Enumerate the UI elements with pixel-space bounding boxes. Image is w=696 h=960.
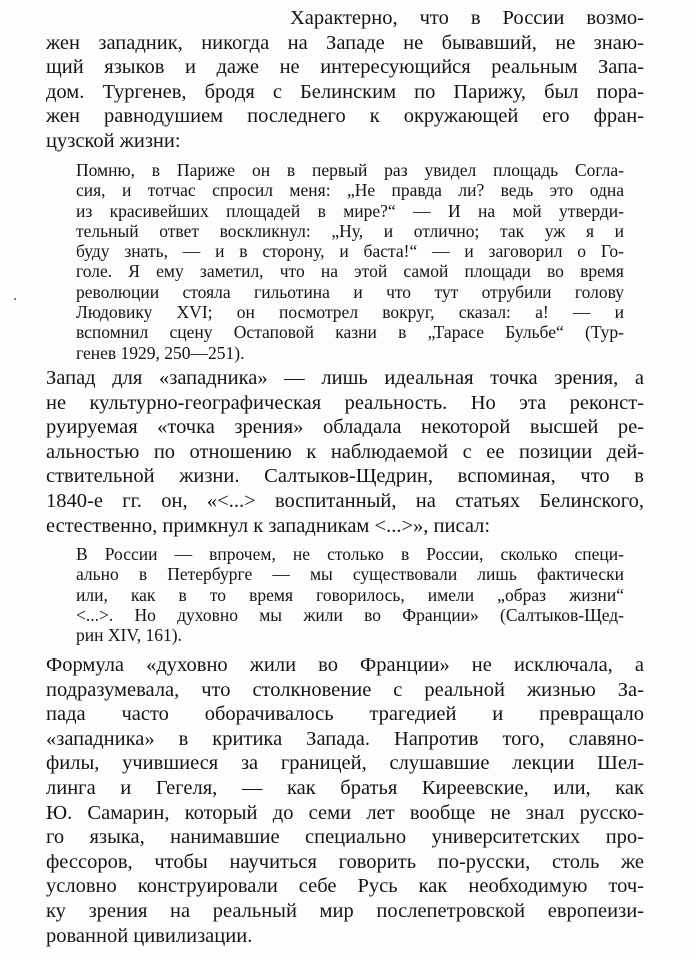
- paragraph-line: ку зрения на реальный мир послепетровской европеизи-: [46, 899, 644, 922]
- quote-line: или, как в то время говорилось, имели „образ жизни“: [76, 584, 624, 605]
- quote-line: Людовику XVI; он посмотрел вокруг, сказал: а! — и: [76, 302, 624, 323]
- quote-line: тельный ответ воскликнул: „Ну, и отлично; так уж я и: [76, 220, 624, 241]
- paragraph-line: филы, учившиеся за границей, слушавшие лекции Шел-: [46, 752, 644, 775]
- paragraph-line: фессоров, чтобы научиться говорить по-русски, столь же: [46, 850, 644, 873]
- paragraph-line: рованной цивилизации.: [46, 924, 253, 947]
- paragraph-line: Формула «духовно жили во Франции» не исключала, а: [46, 654, 644, 676]
- paragraph-line: альностью по отношению к наблюдаемой с ее позиции дей-: [46, 440, 644, 463]
- quote-line: <...>. Но духовно мы жили во Франции» (Салтыков-Щед-: [76, 604, 624, 625]
- block-quote-saltykov: [76, 544, 624, 645]
- paragraph-line: подразумевала, что столкновение с реальной жизнью За-: [46, 678, 644, 701]
- paragraph-line: «западника» в критика Запада. Напротив того, славяно-: [46, 727, 644, 750]
- paragraph-line: не культурно-географическая реальность. Но эта реконст-: [46, 391, 644, 414]
- page-speck: [14, 298, 16, 300]
- paragraph-line: Запад для «западника» — лишь идеальная точка зрения, а: [46, 367, 644, 389]
- paragraph-line: пада часто оборачивалось трагедией и превращало: [46, 703, 644, 726]
- paragraph-line: жен равнодушием последнего к окружающей его фран-: [46, 105, 644, 128]
- paragraph-line: ствительной жизни. Салтыков-Щедрин, вспоминая, что в: [46, 465, 644, 488]
- quote-line: вспомнил сцену Остаповой казни в „Тарасе Бульбе“ (Тур-: [76, 322, 624, 343]
- block-quote-turgenev: [76, 160, 624, 363]
- paragraph-line: условно конструировали себе Русь как необходимую точ-: [46, 875, 644, 898]
- quote-line: голе. Я ему заметил, что на этой самой площади во время: [76, 261, 624, 282]
- paragraph-line: цузской жизни:: [46, 129, 181, 152]
- paragraph-line: жен западник, никогда на Западе не бывавший, не знаю-: [46, 31, 644, 54]
- paragraph-line: естественно, примкнул к западникам <...>», писал:: [46, 514, 491, 537]
- paragraph-line: руируемая «точка зрения» обладала некоторой высшей ре-: [46, 416, 644, 439]
- paragraph-line: го языка, нанимавшие специально университетских про-: [46, 826, 644, 849]
- quote-line: В России — впрочем, не столько в России, сколько специ-: [76, 544, 624, 564]
- quote-line: сия, и тотчас спросил меня: „Не правда ли? ведь это одна: [76, 180, 624, 201]
- paragraph-line: дом. Тургенев, бродя с Белинским по Парижу, был пора-: [46, 80, 644, 103]
- paragraph-line: линга и Гегеля, — как братья Киреевские, или, как: [46, 776, 644, 799]
- paragraph-2: [46, 366, 644, 538]
- paragraph-line: 1840-е гг. он, «<...> воспитанный, на статьях Белинского,: [46, 489, 644, 512]
- quote-line: революции стояла гильотина и что тут отрубили голову: [76, 281, 624, 302]
- paragraph-1: [46, 6, 644, 154]
- quote-line: буду знать, — и в сторону, и баста!“ — и заговорил о Го-: [76, 241, 624, 262]
- quote-line: из красивейших площадей в мире?“ — И на мой утверди-: [76, 200, 624, 221]
- quote-line: Помню, в Париже он в первый раз увидел площадь Согла-: [76, 160, 624, 180]
- paragraph-line: щий языков и даже не интересующийся реальным Запа-: [46, 56, 644, 79]
- quote-line: генев 1929, 250—251).: [76, 342, 245, 363]
- paragraph-line: Ю. Самарин, который до семи лет вообще не знал русско-: [46, 801, 644, 824]
- paragraph-line: Характерно, что в России возмо-: [290, 7, 644, 29]
- paragraph-3: [46, 653, 644, 948]
- quote-line: ально в Петербурге — мы существовали лишь фактически: [76, 564, 624, 585]
- quote-line: рин XIV, 161).: [76, 625, 182, 646]
